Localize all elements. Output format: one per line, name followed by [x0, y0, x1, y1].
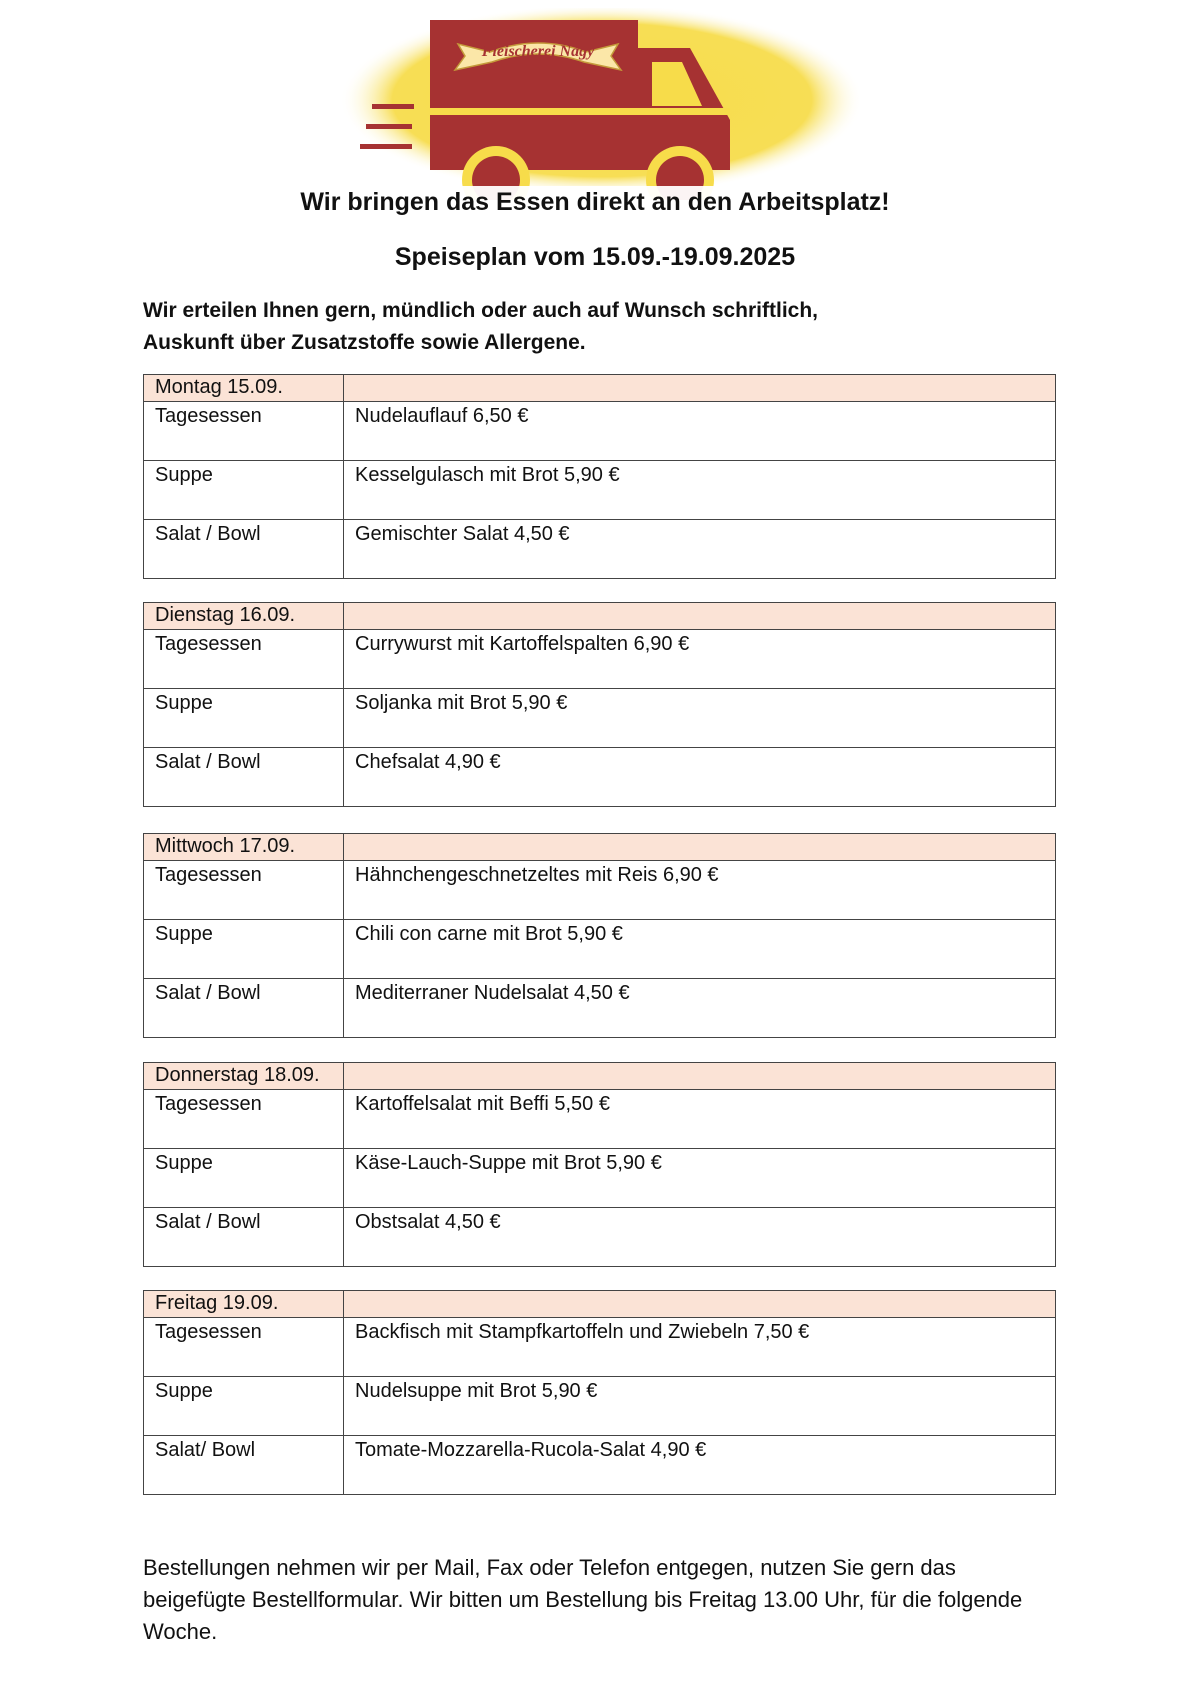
- day-label: Donnerstag 18.09.: [144, 1063, 344, 1090]
- table-row: [144, 630, 1056, 689]
- table-row: [144, 920, 1056, 979]
- table-row: [144, 1436, 1056, 1495]
- table-row: [144, 520, 1056, 579]
- dish-cell: Nudelauflauf 6,50 €: [344, 402, 1056, 461]
- dish-cell: Gemischter Salat 4,50 €: [344, 520, 1056, 579]
- dish-cell: Chefsalat 4,90 €: [344, 748, 1056, 807]
- day-table-dienstag: [143, 602, 1056, 807]
- table-row: [144, 1377, 1056, 1436]
- category-cell: Suppe: [144, 461, 344, 520]
- category-cell: Tagesessen: [144, 1090, 344, 1149]
- category-cell: Tagesessen: [144, 630, 344, 689]
- category-cell: Suppe: [144, 920, 344, 979]
- dish-cell: Tomate-Mozzarella-Rucola-Salat 4,90 €: [344, 1436, 1056, 1495]
- table-row: [144, 1149, 1056, 1208]
- table-row: [144, 402, 1056, 461]
- table-row: [144, 1318, 1056, 1377]
- day-header-empty: [344, 1291, 1056, 1318]
- headline: Wir bringen das Essen direkt an den Arbeitsplatz!: [300, 188, 890, 216]
- category-cell: Tagesessen: [144, 1318, 344, 1377]
- category-cell: Salat/ Bowl: [144, 1436, 344, 1495]
- category-cell: Tagesessen: [144, 861, 344, 920]
- day-label: Mittwoch 17.09.: [144, 834, 344, 861]
- delivery-truck-icon: [340, 8, 860, 200]
- dish-cell: Hähnchengeschnetzeltes mit Reis 6,90 €: [344, 861, 1056, 920]
- allergen-notice: [143, 295, 1043, 359]
- day-header-empty: [344, 375, 1056, 402]
- category-cell: Suppe: [144, 1149, 344, 1208]
- table-row: [144, 1208, 1056, 1267]
- day-label: Montag 15.09.: [144, 375, 344, 402]
- day-table-montag: [143, 374, 1056, 579]
- category-cell: Salat / Bowl: [144, 748, 344, 807]
- dish-cell: Backfisch mit Stampfkartoffeln und Zwiebeln 7,50 €: [344, 1318, 1056, 1377]
- category-cell: Salat / Bowl: [144, 520, 344, 579]
- day-label: Freitag 19.09.: [144, 1291, 344, 1318]
- day-header-empty: [344, 834, 1056, 861]
- dish-cell: Kesselgulasch mit Brot 5,90 €: [344, 461, 1056, 520]
- day-table-freitag: [143, 1290, 1056, 1495]
- order-info: Bestellungen nehmen wir per Mail, Fax oder Telefon entgegen, nutzen Sie gern das beigefügte Bestellformular. Wir bitten um Bestellung bis Freitag 13.00 Uhr, für die folgende Woche.: [143, 1555, 1023, 1644]
- day-header-row: [144, 1291, 1056, 1318]
- table-row: [144, 461, 1056, 520]
- dish-cell: Chili con carne mit Brot 5,90 €: [344, 920, 1056, 979]
- day-header-empty: [344, 603, 1056, 630]
- day-header-row: [144, 603, 1056, 630]
- day-header-row: [144, 1063, 1056, 1090]
- plan-title: Speiseplan vom 15.09.-19.09.2025: [394, 243, 796, 271]
- table-row: [144, 979, 1056, 1038]
- table-row: [144, 748, 1056, 807]
- notice-line: Wir erteilen Ihnen gern, mündlich oder auch auf Wunsch schriftlich,: [143, 299, 819, 322]
- category-cell: Salat / Bowl: [144, 979, 344, 1038]
- dish-cell: Nudelsuppe mit Brot 5,90 €: [344, 1377, 1056, 1436]
- day-label: Dienstag 16.09.: [144, 603, 344, 630]
- day-header-empty: [344, 1063, 1056, 1090]
- category-cell: Suppe: [144, 1377, 344, 1436]
- table-row: [144, 1090, 1056, 1149]
- dish-cell: Mediterraner Nudelsalat 4,50 €: [344, 979, 1056, 1038]
- day-table-mittwoch: [143, 833, 1056, 1038]
- dish-cell: Käse-Lauch-Suppe mit Brot 5,90 €: [344, 1149, 1056, 1208]
- notice-line: Auskunft über Zusatzstoffe sowie Allergene.: [143, 331, 586, 354]
- table-row: [144, 861, 1056, 920]
- category-cell: Suppe: [144, 689, 344, 748]
- dish-cell: Currywurst mit Kartoffelspalten 6,90 €: [344, 630, 1056, 689]
- day-table-donnerstag: [143, 1062, 1056, 1267]
- svg-text:Fleischerei Nagy: Fleischerei Nagy: [481, 43, 595, 60]
- dish-cell: Obstsalat 4,50 €: [344, 1208, 1056, 1267]
- category-cell: Salat / Bowl: [144, 1208, 344, 1267]
- day-header-row: [144, 375, 1056, 402]
- table-row: [144, 689, 1056, 748]
- day-header-row: [144, 834, 1056, 861]
- company-logo: [340, 8, 860, 200]
- dish-cell: Soljanka mit Brot 5,90 €: [344, 689, 1056, 748]
- category-cell: Tagesessen: [144, 402, 344, 461]
- dish-cell: Kartoffelsalat mit Beffi 5,50 €: [344, 1090, 1056, 1149]
